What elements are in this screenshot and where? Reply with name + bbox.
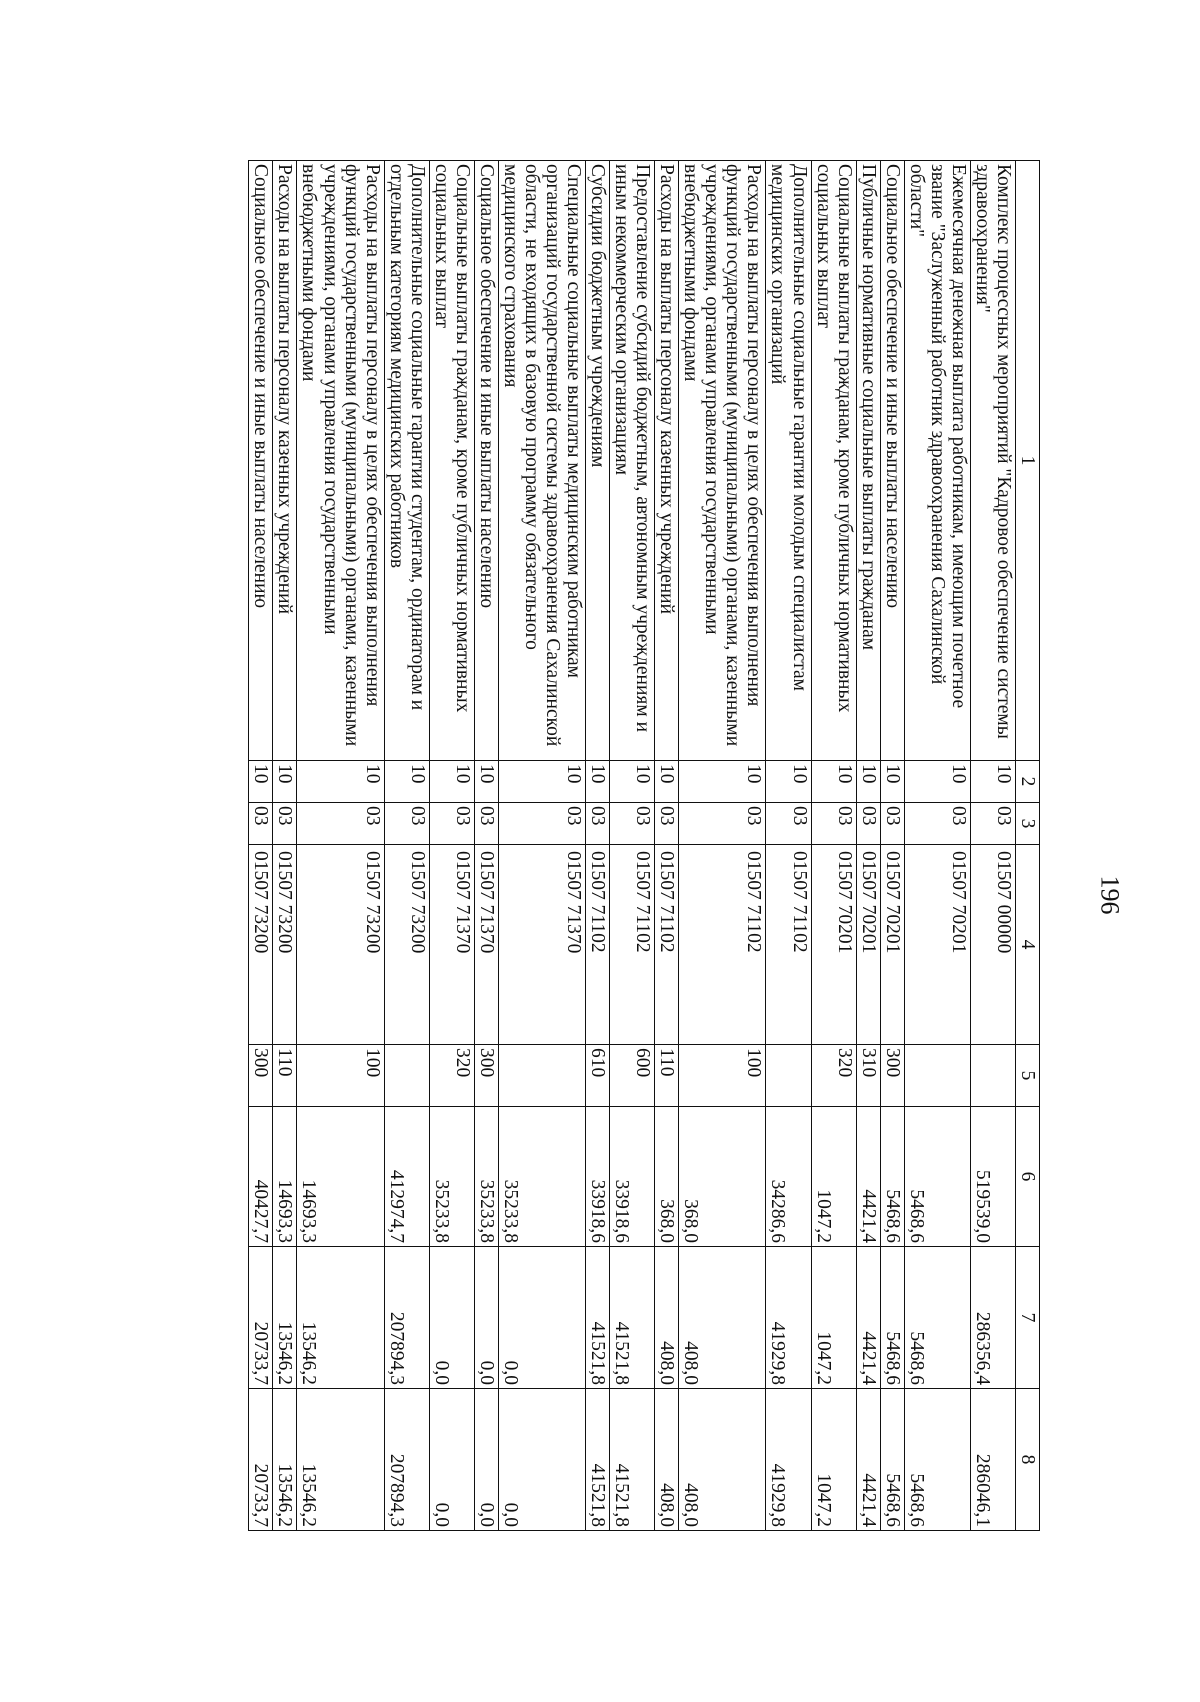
page-number: 196 <box>1095 875 1125 915</box>
column-number-row <box>1015 161 1039 1531</box>
table-row <box>766 161 811 1531</box>
amount-col8-cell: 1047,2 <box>811 1389 856 1531</box>
subsection-code-cell: 03 <box>273 803 297 845</box>
column-number: 1 <box>1015 161 1039 761</box>
row-name-cell: Социальное обеспечение и иные выплаты населению <box>880 161 904 761</box>
amount-col8-cell: 286046,1 <box>970 1389 1015 1531</box>
table-row <box>904 161 970 1531</box>
subsection-code-cell: 03 <box>880 803 904 845</box>
target-item-code-cell: 01507 71102 <box>586 845 610 1045</box>
column-number: 5 <box>1015 1045 1039 1107</box>
amount-col8-cell: 408,0 <box>679 1389 766 1531</box>
amount-col6-cell: 35233,8 <box>474 1107 498 1247</box>
expense-type-code-cell: 100 <box>297 1045 384 1107</box>
subsection-code-cell: 03 <box>498 803 585 845</box>
amount-col6-cell: 14693,3 <box>297 1107 384 1247</box>
row-name-cell: Публичные нормативные социальные выплаты гражданам <box>856 161 880 761</box>
expense-type-code-cell: 110 <box>273 1045 297 1107</box>
row-name-cell: Ежемесячная денежная выплата работникам, имеющим почетное звание "Заслуженный работник здравоохранения Сахалинской области" <box>904 161 970 761</box>
column-number: 6 <box>1015 1107 1039 1247</box>
table-row <box>586 161 610 1531</box>
amount-col6-cell: 1047,2 <box>811 1107 856 1247</box>
subsection-code-cell: 03 <box>384 803 429 845</box>
table-row <box>474 161 498 1531</box>
row-name-cell: Комплекс процессных мероприятий "Кадровое обеспечение системы здравоохранения" <box>970 161 1015 761</box>
amount-col8-cell: 0,0 <box>474 1389 498 1531</box>
section-code-cell: 10 <box>610 761 655 803</box>
table-body <box>249 161 1040 1531</box>
expense-type-code-cell: 300 <box>880 1045 904 1107</box>
amount-col8-cell: 408,0 <box>655 1389 679 1531</box>
expense-type-code-cell <box>766 1045 811 1107</box>
subsection-code-cell: 03 <box>610 803 655 845</box>
section-code-cell: 10 <box>384 761 429 803</box>
subsection-code-cell: 03 <box>766 803 811 845</box>
amount-col7-cell: 286356,4 <box>970 1247 1015 1389</box>
amount-col6-cell: 5468,6 <box>880 1107 904 1247</box>
table-row <box>384 161 429 1531</box>
amount-col6-cell: 368,0 <box>655 1107 679 1247</box>
row-name-cell: Расходы на выплаты персоналу казенных учреждений <box>273 161 297 761</box>
section-code-cell: 10 <box>498 761 585 803</box>
section-code-cell: 10 <box>297 761 384 803</box>
table-row <box>610 161 655 1531</box>
amount-col7-cell: 207894,3 <box>384 1247 429 1389</box>
subsection-code-cell: 03 <box>249 803 273 845</box>
target-item-code-cell: 01507 71102 <box>610 845 655 1045</box>
table-row <box>498 161 585 1531</box>
amount-col8-cell: 20733,7 <box>249 1389 273 1531</box>
amount-col8-cell: 13546,2 <box>297 1389 384 1531</box>
row-name-cell: Предоставление субсидий бюджетным, автономным учреждениям и иным некоммерческим организациям <box>610 161 655 761</box>
target-item-code-cell: 01507 73200 <box>249 845 273 1045</box>
section-code-cell: 10 <box>766 761 811 803</box>
subsection-code-cell: 03 <box>429 803 474 845</box>
expense-type-code-cell: 320 <box>429 1045 474 1107</box>
table-row <box>811 161 856 1531</box>
amount-col8-cell: 0,0 <box>429 1389 474 1531</box>
section-code-cell: 10 <box>655 761 679 803</box>
subsection-code-cell: 03 <box>586 803 610 845</box>
amount-col7-cell: 5468,6 <box>880 1247 904 1389</box>
amount-col7-cell: 13546,2 <box>273 1247 297 1389</box>
amount-col6-cell: 368,0 <box>679 1107 766 1247</box>
target-item-code-cell: 01507 73200 <box>384 845 429 1045</box>
target-item-code-cell: 01507 73200 <box>273 845 297 1045</box>
target-item-code-cell: 01507 71102 <box>679 845 766 1045</box>
column-number: 2 <box>1015 761 1039 803</box>
column-number: 4 <box>1015 845 1039 1045</box>
row-name-cell: Дополнительные социальные гарантии студентам, ординаторам и отдельным категориям медицинских работников <box>384 161 429 761</box>
table-row <box>679 161 766 1531</box>
expense-type-code-cell: 300 <box>474 1045 498 1107</box>
amount-col8-cell: 41521,8 <box>586 1389 610 1531</box>
amount-col6-cell: 14693,3 <box>273 1107 297 1247</box>
target-item-code-cell: 01507 70201 <box>880 845 904 1045</box>
budget-table <box>248 160 1040 1531</box>
target-item-code-cell: 01507 71370 <box>429 845 474 1045</box>
amount-col8-cell: 4421,4 <box>856 1389 880 1531</box>
row-name-cell: Расходы на выплаты персоналу в целях обеспечения выполнения функций государственными (муниципальными) органами, казенными учреждениями, органами управления государственными внебюджетными фондами <box>679 161 766 761</box>
amount-col7-cell: 41521,8 <box>586 1247 610 1389</box>
column-number: 8 <box>1015 1389 1039 1531</box>
amount-col6-cell: 519539,0 <box>970 1107 1015 1247</box>
amount-col7-cell: 5468,6 <box>904 1247 970 1389</box>
amount-col6-cell: 40427,7 <box>249 1107 273 1247</box>
target-item-code-cell: 01507 71370 <box>474 845 498 1045</box>
section-code-cell: 10 <box>856 761 880 803</box>
amount-col8-cell: 41929,8 <box>766 1389 811 1531</box>
table-row <box>655 161 679 1531</box>
amount-col7-cell: 4421,4 <box>856 1247 880 1389</box>
amount-col6-cell: 4421,4 <box>856 1107 880 1247</box>
amount-col6-cell: 33918,6 <box>610 1107 655 1247</box>
amount-col7-cell: 408,0 <box>679 1247 766 1389</box>
section-code-cell: 10 <box>970 761 1015 803</box>
row-name-cell: Дополнительные социальные гарантии молодым специалистам медицинских организаций <box>766 161 811 761</box>
section-code-cell: 10 <box>679 761 766 803</box>
expense-type-code-cell: 320 <box>811 1045 856 1107</box>
amount-col7-cell: 408,0 <box>655 1247 679 1389</box>
amount-col7-cell: 0,0 <box>429 1247 474 1389</box>
amount-col6-cell: 34286,6 <box>766 1107 811 1247</box>
expense-type-code-cell <box>970 1045 1015 1107</box>
amount-col6-cell: 412974,7 <box>384 1107 429 1247</box>
expense-type-code-cell: 600 <box>610 1045 655 1107</box>
amount-col8-cell: 207894,3 <box>384 1389 429 1531</box>
expense-type-code-cell <box>498 1045 585 1107</box>
target-item-code-cell: 01507 00000 <box>970 845 1015 1045</box>
section-code-cell: 10 <box>880 761 904 803</box>
target-item-code-cell: 01507 70201 <box>811 845 856 1045</box>
amount-col8-cell: 5468,6 <box>904 1389 970 1531</box>
target-item-code-cell: 01507 71102 <box>766 845 811 1045</box>
subsection-code-cell: 03 <box>655 803 679 845</box>
expense-type-code-cell: 110 <box>655 1045 679 1107</box>
target-item-code-cell: 01507 70201 <box>856 845 880 1045</box>
row-name-cell: Расходы на выплаты персоналу в целях обеспечения выполнения функций государственными (муниципальными) органами, казенными учреждениями, органами управления государственными внебюджетными фондами <box>297 161 384 761</box>
row-name-cell: Социальные выплаты гражданам, кроме публичных нормативных социальных выплат <box>811 161 856 761</box>
row-name-cell: Социальное обеспечение и иные выплаты населению <box>249 161 273 761</box>
section-code-cell: 10 <box>474 761 498 803</box>
target-item-code-cell: 01507 73200 <box>297 845 384 1045</box>
table-row <box>429 161 474 1531</box>
amount-col7-cell: 41521,8 <box>610 1247 655 1389</box>
amount-col6-cell: 35233,8 <box>429 1107 474 1247</box>
amount-col6-cell: 5468,6 <box>904 1107 970 1247</box>
amount-col8-cell: 0,0 <box>498 1389 585 1531</box>
section-code-cell: 10 <box>429 761 474 803</box>
subsection-code-cell: 03 <box>297 803 384 845</box>
expense-type-code-cell: 310 <box>856 1045 880 1107</box>
column-number: 3 <box>1015 803 1039 845</box>
row-name-cell: Расходы на выплаты персоналу казенных учреждений <box>655 161 679 761</box>
expense-type-code-cell: 610 <box>586 1045 610 1107</box>
row-name-cell: Специальные социальные выплаты медицинским работникам организаций государственной системы здравоохранения Сахалинской области, не входящих в базовую программу обязательного медицинского страхования <box>498 161 585 761</box>
table-row <box>273 161 297 1531</box>
target-item-code-cell: 01507 71370 <box>498 845 585 1045</box>
target-item-code-cell: 01507 70201 <box>904 845 970 1045</box>
expense-type-code-cell <box>904 1045 970 1107</box>
subsection-code-cell: 03 <box>970 803 1015 845</box>
amount-col8-cell: 13546,2 <box>273 1389 297 1531</box>
row-name-cell: Субсидии бюджетным учреждениям <box>586 161 610 761</box>
section-code-cell: 10 <box>811 761 856 803</box>
target-item-code-cell: 01507 71102 <box>655 845 679 1045</box>
subsection-code-cell: 03 <box>811 803 856 845</box>
section-code-cell: 10 <box>904 761 970 803</box>
column-number: 7 <box>1015 1247 1039 1389</box>
section-code-cell: 10 <box>249 761 273 803</box>
row-name-cell: Социальное обеспечение и иные выплаты населению <box>474 161 498 761</box>
subsection-code-cell: 03 <box>904 803 970 845</box>
subsection-code-cell: 03 <box>679 803 766 845</box>
table-row <box>880 161 904 1531</box>
expense-type-code-cell: 300 <box>249 1045 273 1107</box>
amount-col7-cell: 0,0 <box>498 1247 585 1389</box>
table-row <box>856 161 880 1531</box>
expense-type-code-cell <box>384 1045 429 1107</box>
section-code-cell: 10 <box>273 761 297 803</box>
table-row <box>970 161 1015 1531</box>
rotated-table-wrapper <box>50 160 1040 1530</box>
amount-col8-cell: 41521,8 <box>610 1389 655 1531</box>
subsection-code-cell: 03 <box>856 803 880 845</box>
amount-col7-cell: 41929,8 <box>766 1247 811 1389</box>
amount-col7-cell: 0,0 <box>474 1247 498 1389</box>
row-name-cell: Социальные выплаты гражданам, кроме публичных нормативных социальных выплат <box>429 161 474 761</box>
amount-col7-cell: 1047,2 <box>811 1247 856 1389</box>
amount-col7-cell: 13546,2 <box>297 1247 384 1389</box>
table-row <box>249 161 273 1531</box>
amount-col6-cell: 33918,6 <box>586 1107 610 1247</box>
amount-col8-cell: 5468,6 <box>880 1389 904 1531</box>
table-row <box>297 161 384 1531</box>
expense-type-code-cell: 100 <box>679 1045 766 1107</box>
subsection-code-cell: 03 <box>474 803 498 845</box>
amount-col6-cell: 35233,8 <box>498 1107 585 1247</box>
amount-col7-cell: 20733,7 <box>249 1247 273 1389</box>
section-code-cell: 10 <box>586 761 610 803</box>
